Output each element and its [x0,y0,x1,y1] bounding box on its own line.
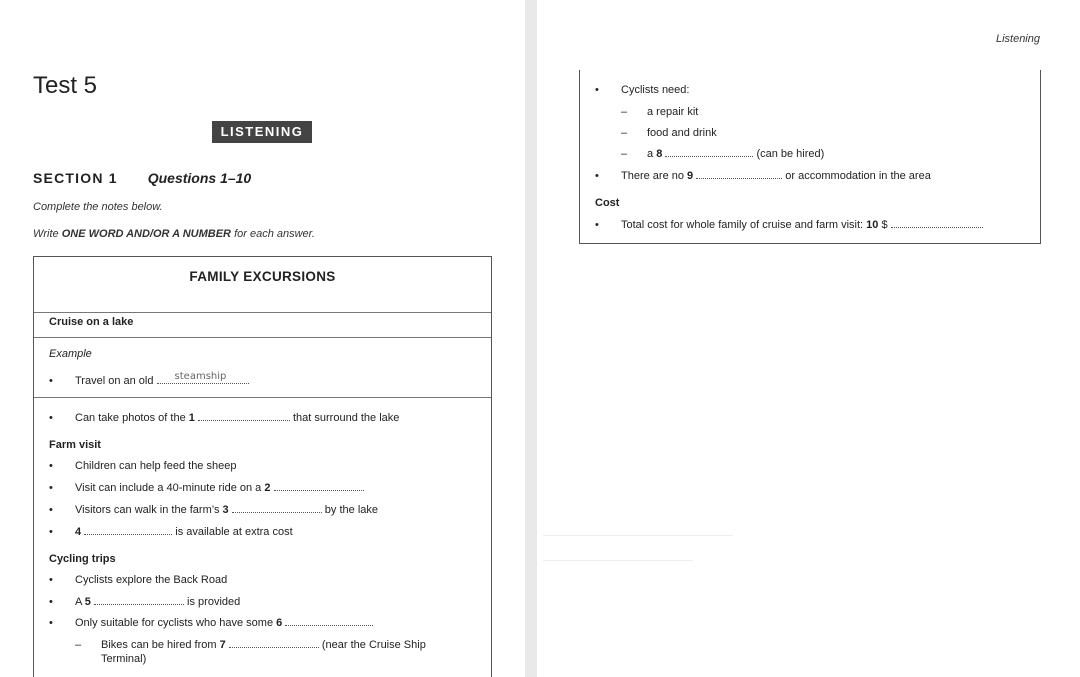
bullet: • [49,596,53,608]
divider [34,397,491,398]
question-text: is provided [187,596,241,608]
question-text: a [647,148,657,160]
example-answer: steamship [174,371,227,382]
question-10 [621,218,983,232]
bullet: • [49,504,53,516]
question-7 [101,638,426,652]
question-text: or accommodation in the area [785,170,931,182]
question-number: 8 [656,148,663,160]
question-text: A [75,596,85,608]
answer-blank-8[interactable] [665,147,753,157]
question-9 [621,169,931,183]
question-number: 4 [75,526,82,538]
question-1 [75,411,399,425]
question-4 [75,525,293,539]
instruction-complete-notes: Complete the notes below. [33,201,163,213]
need-repair-kit: a repair kit [647,106,699,118]
question-text: Only suitable for cyclists who have some [75,617,277,629]
listening-badge: LISTENING [212,121,312,143]
question-text: that surround the lake [293,412,400,424]
question-number: 3 [222,504,229,516]
answer-blank-1[interactable] [198,411,290,421]
farm-heading: Farm visit [49,439,101,451]
example-text: Travel on an old [75,375,154,387]
answer-blank-6[interactable] [285,616,373,626]
left-page [0,0,525,677]
dash: – [621,148,628,160]
cycling-heading: Cycling trips [49,553,116,565]
faint-bleed-line [543,535,733,536]
answer-blank-3[interactable] [232,503,322,513]
question-text: There are no [621,170,688,182]
section-label: SECTION 1 [33,170,118,186]
faint-bleed-line [543,560,693,561]
question-text: is available at extra cost [175,526,293,538]
bullet: • [49,482,53,494]
question-8 [647,147,824,161]
instruction-emphasis: ONE WORD AND/OR A NUMBER [61,228,232,240]
answer-blank-5[interactable] [94,595,184,605]
bullet: • [49,526,53,538]
cost-heading: Cost [595,197,620,209]
question-number: 7 [219,639,226,651]
question-7-continued: Terminal) [101,653,147,665]
need-food-drink: food and drink [647,127,717,139]
question-number: 9 [687,170,694,182]
instruction-text: Write [33,228,62,240]
answer-blank-2[interactable] [274,481,364,491]
question-number: 1 [188,412,195,424]
answer-blank-7[interactable] [229,638,319,648]
farm-line-sheep: Children can help feed the sheep [75,460,237,472]
answer-blank-10[interactable] [891,218,983,228]
question-number: 6 [276,617,283,629]
question-3 [75,503,378,517]
answer-blank-9[interactable] [696,169,782,179]
cruise-heading: Cruise on a lake [49,316,134,328]
right-page [537,0,1080,677]
running-header: Listening [995,33,1040,45]
currency-symbol: $ [881,219,888,231]
bullet: • [595,170,599,182]
question-text: Bikes can be hired from [101,639,220,651]
question-text: Total cost for whole family of cruise and farm visit: [621,219,867,231]
dash: – [75,639,82,651]
question-text: by the lake [324,504,378,516]
bullet: • [49,574,53,586]
bullet: • [49,412,53,424]
bullet: • [49,617,53,629]
box-title: FAMILY EXCURSIONS [189,269,336,284]
question-6 [75,616,373,630]
example-label: Example [49,348,92,360]
question-text: Visitors can walk in the farm’s [75,504,223,516]
example-answer-blank [157,371,249,384]
section-heading [33,170,251,186]
notes-box [33,256,492,677]
cycling-line-back-road: Cyclists explore the Back Road [75,574,228,586]
divider [34,337,491,338]
question-5 [75,595,240,609]
question-text: (can be hired) [756,148,825,160]
question-text: (near the Cruise Ship [321,639,426,651]
question-number: 10 [866,219,879,231]
questions-range: Questions 1–10 [147,170,252,186]
question-2 [75,481,364,495]
divider [34,312,491,313]
question-text: Visit can include a 40-minute ride on a [75,482,265,494]
instruction-word-limit [33,228,315,240]
example-line [75,371,249,388]
bullet: • [49,375,53,387]
cyclists-need-line: Cyclists need: [621,84,690,96]
answer-blank-4[interactable] [84,525,172,535]
bullet: • [595,219,599,231]
notes-box-continued [579,70,1041,244]
question-text: Can take photos of the [75,412,189,424]
question-number: 2 [264,482,271,494]
dash: – [621,127,628,139]
bullet: • [49,460,53,472]
question-number: 5 [84,596,91,608]
test-title: Test 5 [33,72,98,99]
instruction-text: for each answer. [231,228,315,240]
dash: – [621,106,628,118]
bullet: • [595,84,599,96]
